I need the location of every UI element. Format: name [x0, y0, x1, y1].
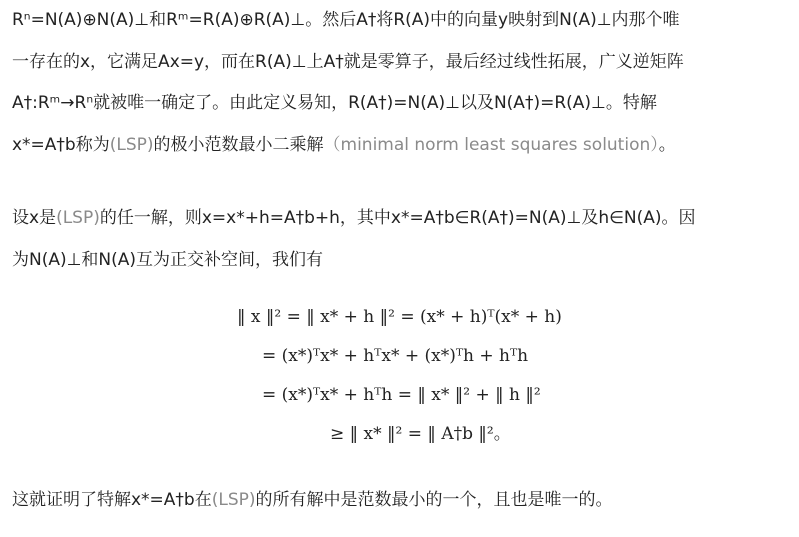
- paragraph-1-line-3: A†:Rᵐ→Rⁿ就被唯一确定了。由此定义易知，R(A†)=N(A)⊥以及N(A†)=R(A)⊥。特解: [12, 93, 657, 113]
- paragraph-1-line-2: 一存在的x，它满足Ax=y，而在R(A)⊥上A†就是零算子，最后经过线性拓展，广义逆矩阵: [12, 52, 684, 72]
- paragraph-2-line-1: [12, 206, 696, 230]
- conclusion-text-b: 的所有解中是范数最小的一个，且也是唯一的。: [255, 490, 613, 510]
- lsp-reference: (LSP): [211, 490, 256, 510]
- paragraph-2-line-2: 为N(A)⊥和N(A)互为正交补空间，我们有: [12, 250, 324, 270]
- equation-line-3: = (x*)ᵀx* + hᵀh = ‖ x* ‖² + ‖ h ‖²: [262, 385, 541, 405]
- special-solution-text: x*=A†b称为: [12, 135, 110, 155]
- equation-line-4: ≥ ‖ x* ‖² = ‖ A†b ‖²。: [330, 424, 511, 444]
- let-x-text: 设x是: [12, 208, 57, 228]
- period: 。: [658, 135, 676, 155]
- min-norm-text: 的极小范数最小二乘解: [153, 135, 324, 155]
- decomposition-text: 的任一解，则x=x*+h=A†b+h，其中x*=A†b∈R(A†)=N(A)⊥及h∈N(A)。因: [99, 208, 696, 228]
- lsp-reference: (LSP): [109, 135, 154, 155]
- equation-line-2: = (x*)ᵀx* + hᵀx* + (x*)ᵀh + hᵀh: [262, 346, 529, 366]
- equation-line-1: ‖ x ‖² = ‖ x* + h ‖² = (x* + h)ᵀ(x* + h): [237, 307, 562, 327]
- paragraph-3: [12, 488, 613, 512]
- paragraph-1-line-4: [12, 133, 676, 157]
- lsp-reference: (LSP): [56, 208, 100, 228]
- english-term: （minimal norm least squares solution）: [323, 135, 659, 155]
- conclusion-text-a: 这就证明了特解x*=A†b在: [12, 490, 212, 510]
- paragraph-1-line-1: Rⁿ=N(A)⊕N(A)⊥和Rᵐ=R(A)⊕R(A)⊥。然后A†将R(A)中的向量y映射到N(A)⊥内那个唯: [12, 10, 680, 30]
